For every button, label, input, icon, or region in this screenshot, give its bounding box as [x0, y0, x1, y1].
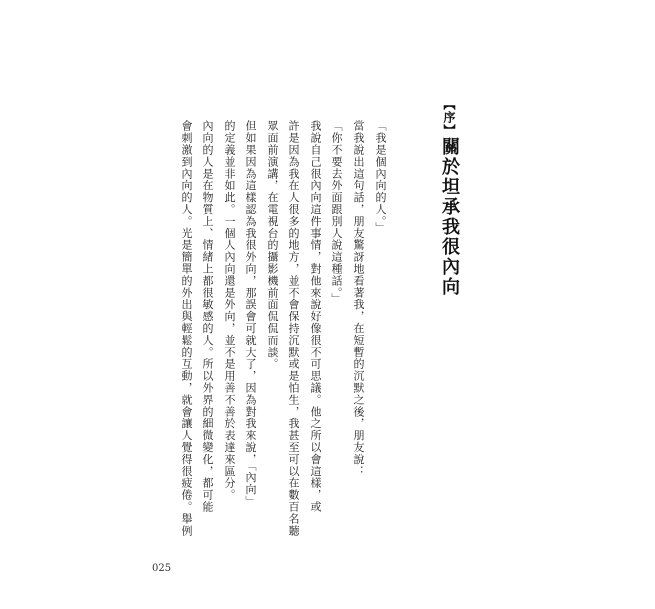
preface-tag: 【序】	[442, 98, 456, 137]
text-line-8: 的定義並非如此。一個人內向還是外向，並不是用善不善於表達來區分。	[223, 120, 236, 501]
text-line-7: 但如果因為這樣認為我很外向，那誤會可就大了，因為對我來說，「內向」	[244, 120, 257, 508]
chapter-title: 關於坦承我很內向	[439, 137, 460, 297]
text-line-2: 當我說出這句話，朋友驚訝地看著我，在短暫的沉默之後，朋友說：	[352, 120, 365, 477]
chapter-heading	[436, 98, 462, 297]
text-line-3: 「你不要去外面跟別人說這種話。」	[330, 120, 343, 305]
text-line-4: 我說自己很內向這件事情，對他來說好像很不可思議。他之所以會這樣，或	[309, 120, 322, 513]
text-line-5: 許是因為我在人很多的地方，並不會保持沉默或是怕生，我甚至可以在數百名聽	[287, 120, 300, 537]
page-number: 025	[152, 563, 172, 574]
text-line-10: 會刺激到內向的人。光是簡單的外出與輕鬆的互動，就會讓人覺得很疲倦。舉例	[180, 120, 193, 537]
text-line-9: 內向的人是在物質上、情緒上都很敏感的人。所以外界的細微變化，都可能	[201, 120, 214, 513]
text-line-6: 眾面前演講，在電視台的攝影機前面侃侃而談。	[266, 120, 279, 370]
text-line-1: 「我是個內向的人。」	[374, 120, 387, 234]
